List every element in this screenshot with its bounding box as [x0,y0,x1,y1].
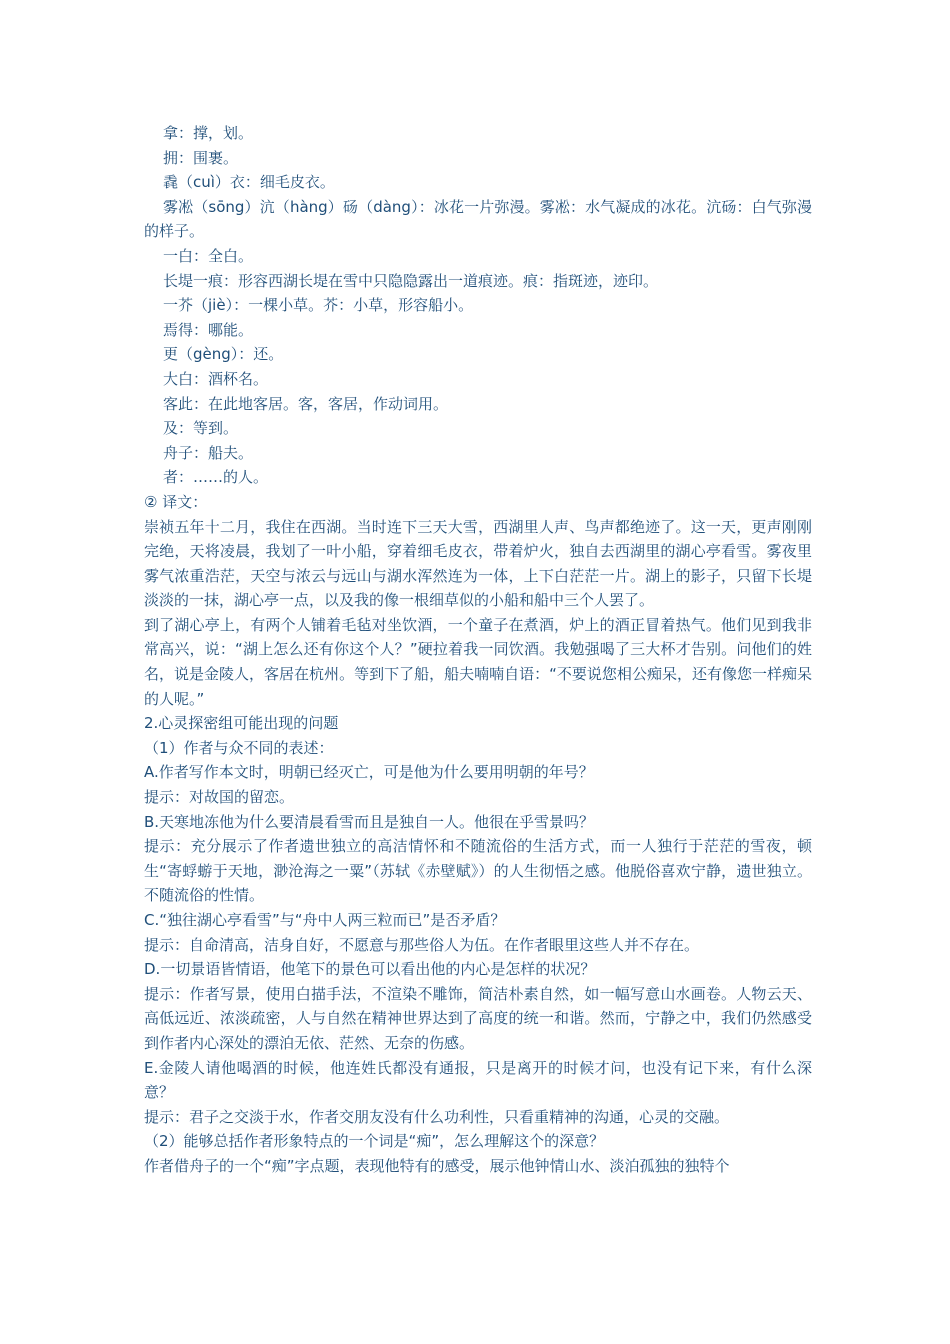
glossary-item: 拿：撑，划。 [163,124,254,142]
glossary-item: 毳（cuì）衣：细毛皮衣。 [163,173,335,192]
final-paragraph: 作者借舟子的一个“痴”字点题，表现他特有的感受，展示他钟情山水、淡泊孤独的独特个 [144,1156,730,1175]
answer-hint: 提示：君子之交淡于水，作者交朋友没有什么功利性，只看重精神的沟通，心灵的交融。 [144,1107,730,1126]
subsection-title: （2）能够总括作者形象特点的一个词是“痴”，怎么理解这个的深意？ [144,1132,605,1151]
glossary-item: 客此：在此地客居。客，客居，作动词用。 [163,394,449,413]
glossary-item: 大白：酒杯名。 [163,369,269,388]
translation-heading: ② 译文： [144,492,208,511]
answer-hint: 提示：对故国的留恋。 [144,788,295,807]
glossary-item: 及：等到。 [163,419,239,438]
question: D.一切景语皆情语，他笔下的景色可以看出他的内心是怎样的状况？ [144,960,596,979]
section-title: 2.心灵探密组可能出现的问题 [144,714,339,733]
glossary-item: 一芥（jiè）：一棵小草。芥：小草，形容船小。 [163,296,474,315]
glossary-item: 雾凇（sōng）沆（hàng）砀（dàng）：冰花一片弥漫。雾凇：水气凝成的冰花。沆砀：白气弥漫的样子。 [144,197,812,241]
glossary-item: 焉得：哪能。 [163,320,254,339]
answer-hint: 提示：充分展示了作者遗世独立的高洁情怀和不随流俗的生活方式，而一人独行于茫茫的雪夜，顿生“寄蜉蝣于天地，渺沧海之一粟”（苏轼《赤壁赋》）的人生彻悟之感。他脱俗喜欢宁静，遗世独立。不随流俗的性情。 [144,837,812,905]
document-body [144,121,812,1179]
glossary-item: 更（gèng）：还。 [163,345,284,364]
glossary-item: 一白：全白。 [163,246,254,265]
answer-hint: 提示：自命清高，洁身自好，不愿意与那些俗人为伍。在作者眼里这些人并不存在。 [144,935,700,954]
answer-hint: 提示：作者写景，使用白描手法，不渲染不雕饰，简洁朴素自然，如一幅写意山水画卷。人物云天、高低远近、浓淡疏密，人与自然在精神世界达到了高度的统一和谐。然而，宁静之中，我们仍然感受到作者内心深处的漂泊无依、茫然、无奈的伤感。 [144,984,812,1052]
question: C.“独往湖心亭看雪”与“舟中人两三粒而已”是否矛盾？ [144,911,506,929]
glossary-item: 者：……的人。 [163,468,269,487]
glossary-item: 拥：围裹。 [163,148,239,167]
translation-paragraph: 到了湖心亭上，有两个人铺着毛毡对坐饮酒，一个童子在煮酒，炉上的酒正冒着热气。他们见到我非常高兴，说：“湖上怎么还有你这个人？”硬拉着我一同饮酒。我勉强喝了三大杯才告别。问他们的姓名，说是金陵人，客居在杭州。等到下了船，船夫喃喃自语：“不要说您相公痴呆，还有像您一样痴呆的人呢。” [144,615,812,708]
subsection-title: （1）作者与众不同的表述： [144,738,334,757]
question: B.天寒地冻他为什么要清晨看雪而且是独自一人。他很在乎雪景吗？ [144,812,595,831]
translation-paragraph: 崇祯五年十二月，我住在西湖。当时连下三天大雪，西湖里人声、鸟声都绝迹了。这一天，更声刚刚完绝，天将凌晨，我划了一叶小船，穿着细毛皮衣，带着炉火，独自去西湖里的湖心亭看雪。雾夜里雾气浓重浩茫，天空与浓云与远山与湖水浑然连为一体，上下白茫茫一片。湖上的影子，只留下长堤淡淡的一抹，湖心亭一点，以及我的像一根细草似的小船和船中三个人罢了。 [144,517,812,610]
glossary-item: 长堤一痕：形容西湖长堤在雪中只隐隐露出一道痕迹。痕：指斑迹，迹印。 [163,271,659,290]
question: E.金陵人请他喝酒的时候，他连姓氏都没有通报，只是离开的时候才问，也没有记下来，有什么深意？ [144,1058,812,1102]
glossary-item: 舟子：船夫。 [163,443,254,462]
question: A.作者写作本文时，明朝已经灭亡，可是他为什么要用明朝的年号？ [144,763,594,782]
